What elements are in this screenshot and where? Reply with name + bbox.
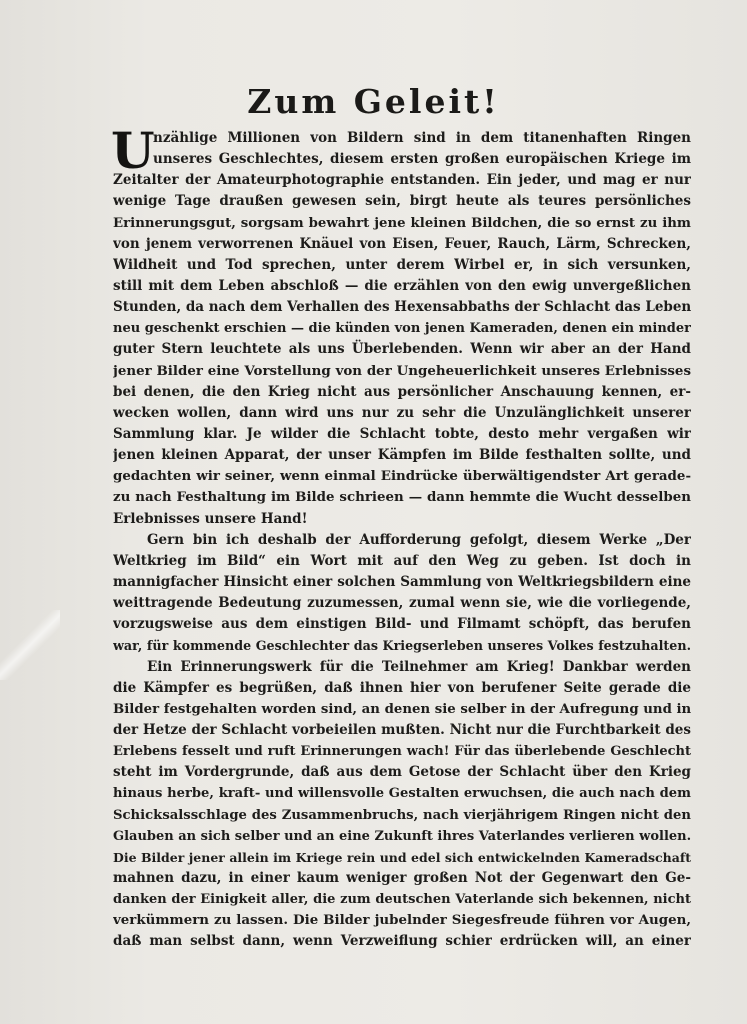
text-line: unseres Geschlechtes, diesem ersten großen europäischen Kriege im: [153, 151, 691, 168]
text-line: von jenem verworrenen Knäuel von Eisen, Feuer, Rauch, Lärm, Schrecken,: [113, 235, 691, 252]
text-line: Erlebnisses unsere Hand!: [113, 510, 308, 527]
text-line: wenige Tage draußen gewesen sein, birgt heute als teures persönliches: [113, 193, 691, 210]
text-line: war, für kommende Geschlechter das Kriegserleben unseres Volkes festzuhalten.: [113, 638, 691, 654]
text-line: vorzugsweise aus dem einstigen Bild- und Filmamt schöpft, das berufen: [113, 616, 691, 633]
body-text: [111, 121, 691, 952]
text-line: verkümmern zu lassen. Die Bilder jubelnder Siegesfreude führen vor Augen,: [113, 912, 691, 929]
text-line: jener Bilder eine Vorstellung von der Ungeheuerlichkeit unseres Erlebnisses: [113, 362, 691, 379]
text-line: hinaus herbe, kraft- und willensvolle Gestalten erwuchsen, die auch nach dem: [113, 786, 691, 802]
text-line: Ein Erinnerungswerk für die Teilnehmer am Krieg! Dankbar werden: [147, 658, 691, 675]
text-line: neu geschenkt erschien — die künden von jenen Kameraden, denen ein minder: [113, 321, 691, 337]
text-line: Wildheit und Tod sprechen, unter derem Wirbel er, in sich versunken,: [113, 256, 691, 273]
text-line: still mit dem Leben abschloß — die erzählen von den ewig unvergeßlichen: [113, 277, 691, 294]
paper-crease: [0, 610, 60, 680]
text-line: Weltkrieg im Bild“ ein Wort mit auf den Weg zu geben. Ist doch in: [113, 552, 691, 569]
text-line: Erlebens fesselt und ruft Erinnerungen wach! Für das überlebende Geschlecht: [113, 744, 691, 760]
text-line: die Kämpfer es begrüßen, daß ihnen hier von berufener Seite gerade die: [113, 679, 691, 696]
text-line: steht im Vordergrunde, daß aus dem Getose der Schlacht über den Krieg: [113, 764, 691, 781]
text-line: danken der Einigkeit aller, die zum deutschen Vaterlande sich bekennen, nicht: [113, 892, 691, 908]
text-line: jenen kleinen Apparat, der unser Kämpfen im Bilde festhalten sollte, und: [113, 447, 691, 464]
text-line: Die Bilder jener allein im Kriege rein und edel sich entwickelnden Kameradschaft: [113, 849, 691, 865]
text-line: Stunden, da nach dem Verhallen des Hexensabbaths der Schlacht das Leben: [113, 299, 691, 316]
text-line: Glauben an sich selber und an eine Zukunft ihres Vaterlandes verlieren wollen.: [113, 828, 691, 844]
text-line: daß man selbst dann, wenn Verzweiflung schier erdrücken will, an einer: [113, 933, 691, 950]
text-line: Schicksalsschlage des Zusammenbruchs, nach vierjährigem Ringen nicht den: [113, 807, 691, 823]
text-line: Erinnerungsgut, sorgsam bewahrt jene kleinen Bildchen, die so ernst zu ihm: [113, 215, 691, 231]
text-line: Gern bin ich deshalb der Aufforderung gefolgt, diesem Werke „Der: [147, 531, 691, 548]
text-line: wecken wollen, dann wird uns nur zu sehr die Unzulänglichkeit unserer: [113, 404, 691, 421]
drop-cap: U: [111, 121, 155, 180]
text-line: mahnen dazu, in einer kaum weniger großen Not der Gegenwart den Ge-: [113, 869, 691, 886]
text-line: Zeitalter der Amateurphotographie entstanden. Ein jeder, und mag er nur: [113, 172, 691, 189]
text-line: Bilder festgehalten worden sind, an denen sie selber in der Aufregung und in: [113, 701, 691, 717]
page-title: Zum Geleit!: [247, 82, 500, 121]
text-line: gedachten wir seiner, wenn einmal Eindrücke überwältigendster Art gerade-: [113, 468, 691, 485]
text-line: zu nach Festhaltung im Bilde schrieen — dann hemmte die Wucht desselben: [113, 489, 691, 506]
text-line: mannigfacher Hinsicht einer solchen Sammlung von Weltkriegsbildern eine: [113, 573, 691, 590]
text-line: bei denen, die den Krieg nicht aus persönlicher Anschauung kennen, er-: [113, 383, 691, 400]
text-line: guter Stern leuchtete als uns Überlebenden. Wenn wir aber an der Hand: [113, 341, 691, 358]
text-line: Sammlung klar. Je wilder die Schlacht tobte, desto mehr vergaßen wir: [113, 425, 691, 442]
text-line: der Hetze der Schlacht vorbeieilen mußten. Nicht nur die Furchtbarkeit des: [113, 721, 691, 738]
text-line: nzählige Millionen von Bildern sind in dem titanenhaften Ringen: [153, 130, 691, 146]
text-line: weittragende Bedeutung zuzumessen, zumal wenn sie, wie die vorliegende,: [113, 595, 691, 612]
